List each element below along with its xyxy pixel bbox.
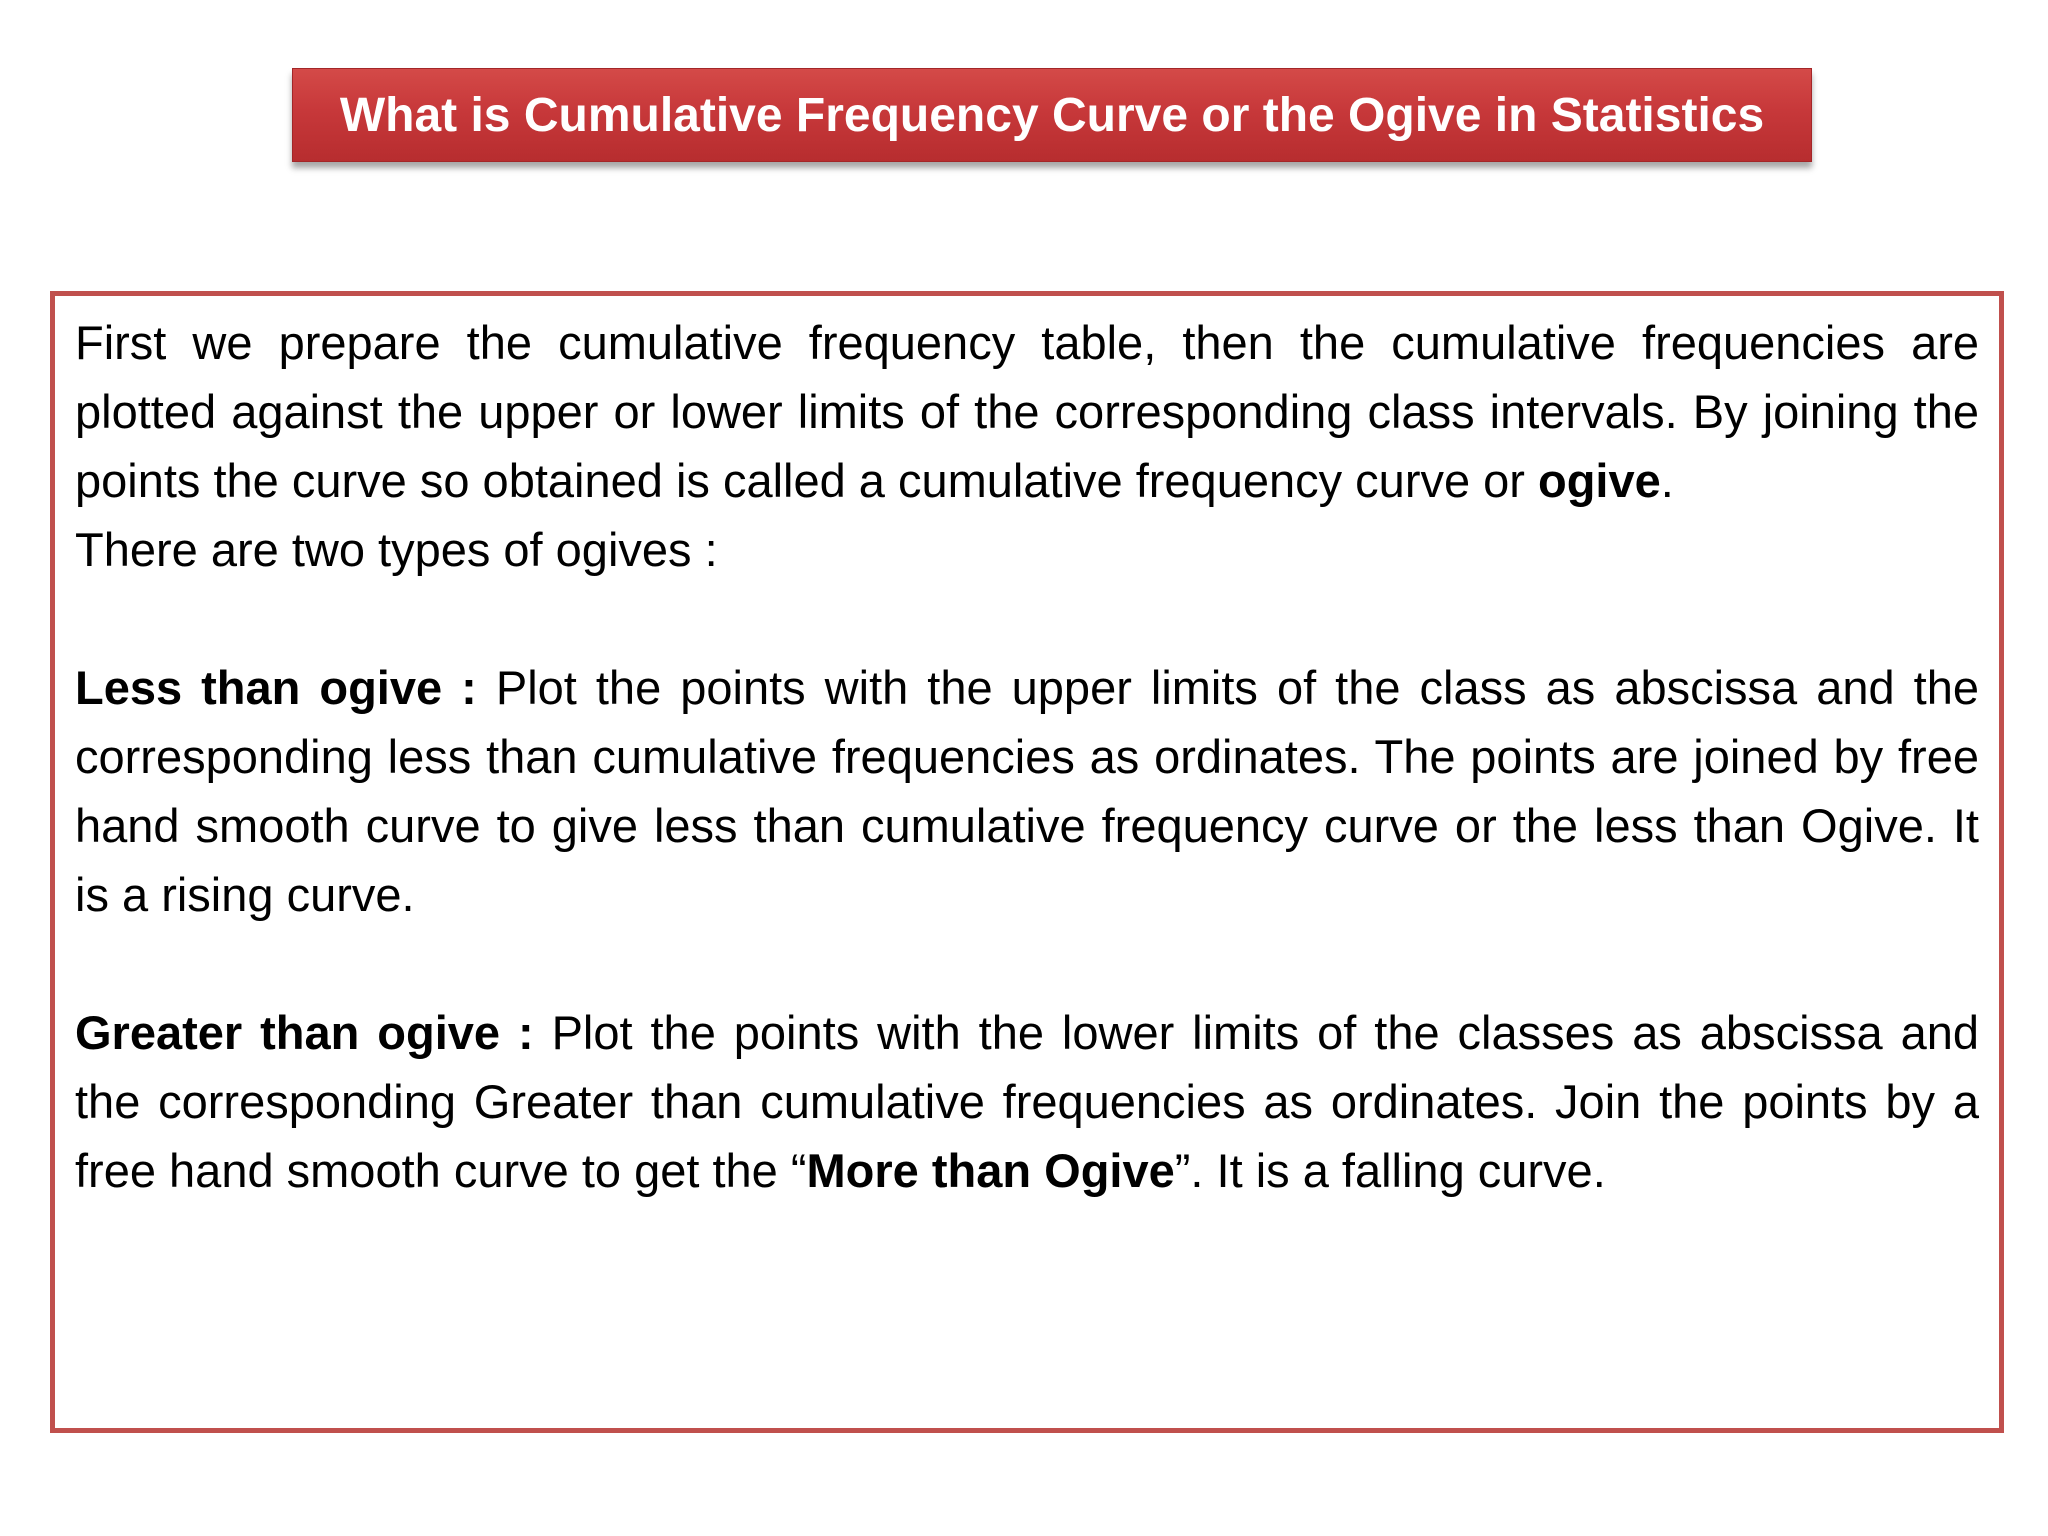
spacer	[75, 929, 1979, 998]
intro-text-end: .	[1660, 454, 1674, 507]
types-line: There are two types of ogives :	[75, 523, 718, 576]
less-than-text: Plot the points with the upper limits of the class as abscissa and the corresponding less than cumulative frequencies as ordinates. The points are joined by free hand smooth curve to give less than cumulative frequency curve or the less than Ogive. It is a rising curve.	[75, 661, 1979, 921]
content-box	[50, 291, 2004, 1433]
spacer	[75, 584, 1979, 653]
slide-title: What is Cumulative Frequency Curve or the Ogive in Statistics	[339, 88, 1765, 142]
greater-than-label: Greater than ogive :	[75, 1006, 534, 1059]
greater-than-text-end: ”. It is a falling curve.	[1174, 1144, 1606, 1197]
intro-bold-term: ogive	[1538, 454, 1661, 507]
greater-than-bold-term: More than Ogive	[806, 1144, 1175, 1197]
title-banner	[292, 68, 1812, 162]
intro-paragraph	[75, 308, 1979, 515]
less-than-label: Less than ogive :	[75, 661, 477, 714]
intro-text: First we prepare the cumulative frequency table, then the cumulative frequencies are plotted against the upper or lower limits of the corresponding class intervals. By joining the points the curve so obtained is called a cumulative frequency curve or	[75, 316, 1979, 507]
greater-than-paragraph	[75, 998, 1979, 1205]
greater-than-text: Plot the points with the lower limits of the classes as abscissa and the corresponding Greater than cumulative frequencies as ordinates. Join the points by a free hand smooth curve to get the “	[75, 1006, 1979, 1197]
less-than-paragraph	[75, 653, 1979, 929]
